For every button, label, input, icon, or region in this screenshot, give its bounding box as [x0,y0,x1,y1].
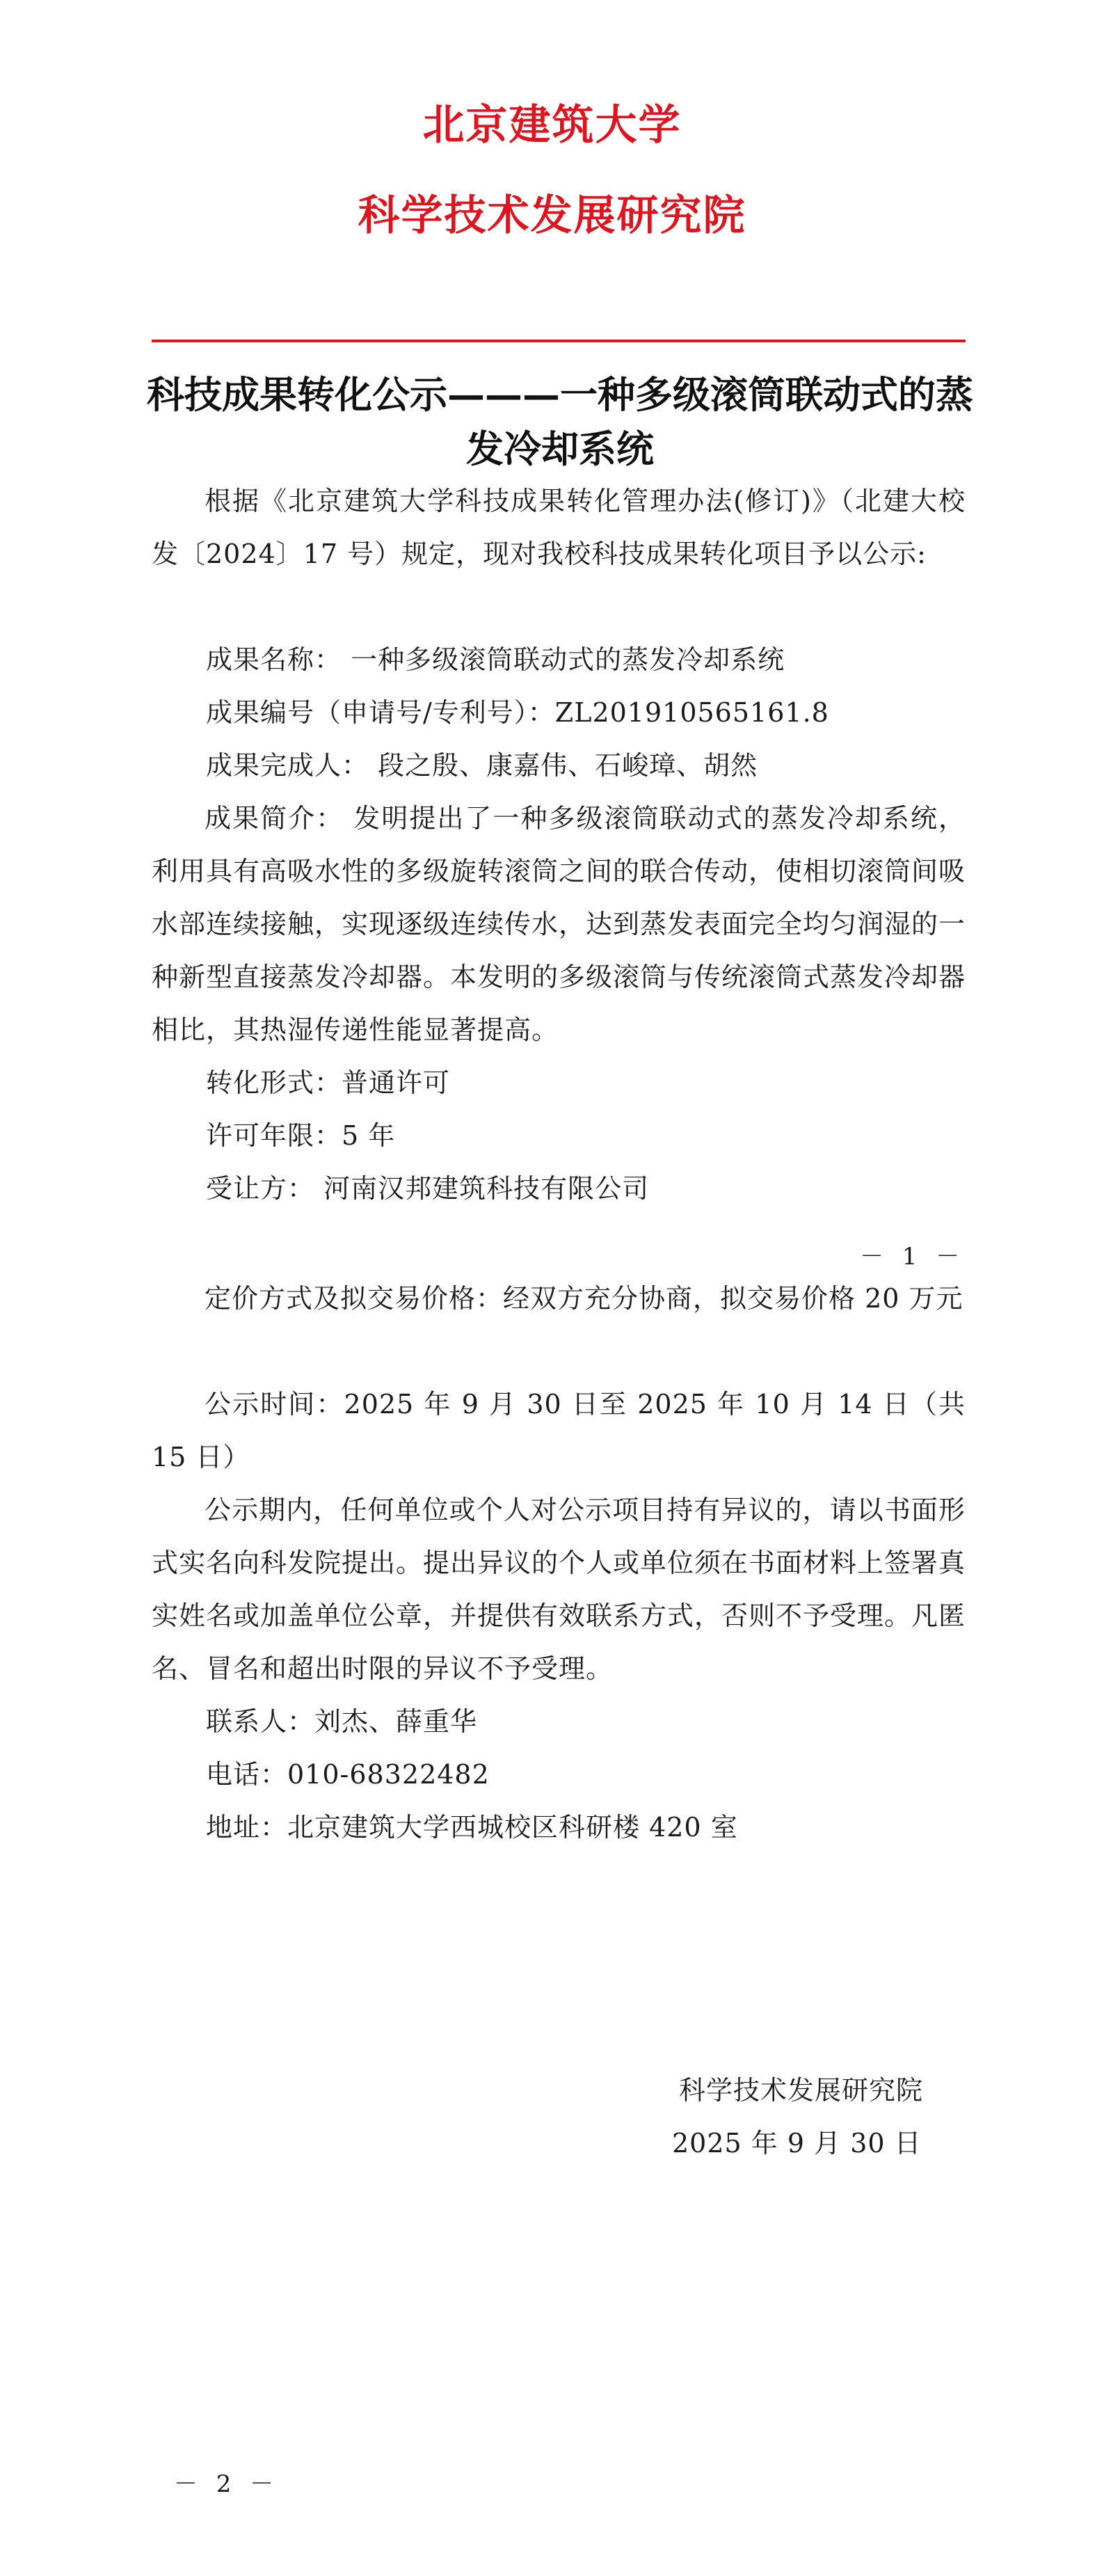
signature-date: 2025 年 9 月 30 日 [672,2128,922,2158]
field-license-term: 许可年限：5 年 [206,1120,396,1151]
field-transfer-form: 转化形式：普通许可 [206,1067,451,1098]
header-university-name: 北京建筑大学 [422,101,682,150]
red-divider-line [152,340,966,342]
field-summary: 成果简介： 发明提出了一种多级滚筒联动式的蒸发冷却系统，利用具有高吸水性的多级旋转滚筒之间的联合传动，使相切滚筒间吸水部连续接触，实现逐级连续传水，达到蒸发表面完全均匀润湿的一种新型直接蒸发冷却器。本发明的多级滚筒与传统滚筒式蒸发冷却器相比，其热湿传递性能显著提高。 [152,803,966,1045]
objection-paragraph: 公示期内，任何单位或个人对公示项目持有异议的，请以书面形式实名向科发院提出。提出异议的个人或单位须在书面材料上签署真实姓名或加盖单位公章，并提供有效联系方式，否则不予受理。凡匿名、冒名和超出时限的异议不予受理。 [152,1495,966,1684]
field-authors: 成果完成人： 段之殷、康嘉伟、石峻璋、胡然 [206,750,758,781]
field-assignee: 受让方： 河南汉邦建筑科技有限公司 [206,1173,650,1204]
notice-title: 科技成果转化公示———一种多级滚筒联动式的蒸发冷却系统 [147,372,973,471]
field-achievement-name: 成果名称： 一种多级滚筒联动式的蒸发冷却系统 [206,644,785,675]
page-number-1: － 1 － [860,1243,966,1271]
contact-phone: 电话：010-68322482 [206,1759,490,1790]
contact-person: 联系人：刘杰、薛重华 [206,1706,478,1737]
contact-address: 地址：北京建筑大学西城校区科研楼 420 室 [206,1812,738,1843]
signature-organization: 科学技术发展研究院 [679,2075,924,2106]
page-number-2: － 2 － [174,2470,280,2498]
header-institute-name: 科学技术发展研究院 [358,191,746,240]
field-achievement-number: 成果编号（申请号/专利号）：ZL201910565161.8 [206,697,829,728]
pricing-paragraph: 定价方式及拟交易价格：经双方充分协商，拟交易价格 20 万元 [205,1283,963,1314]
period-paragraph: 公示时间：2025 年 9 月 30 日至 2025 年 10 月 14 日（共 15 日） [152,1389,966,1472]
intro-paragraph: 根据《北京建筑大学科技成果转化管理办法(修订)》（北建大校发〔2024〕17 号）规定，现对我校科技成果转化项目予以公示: [152,486,966,569]
